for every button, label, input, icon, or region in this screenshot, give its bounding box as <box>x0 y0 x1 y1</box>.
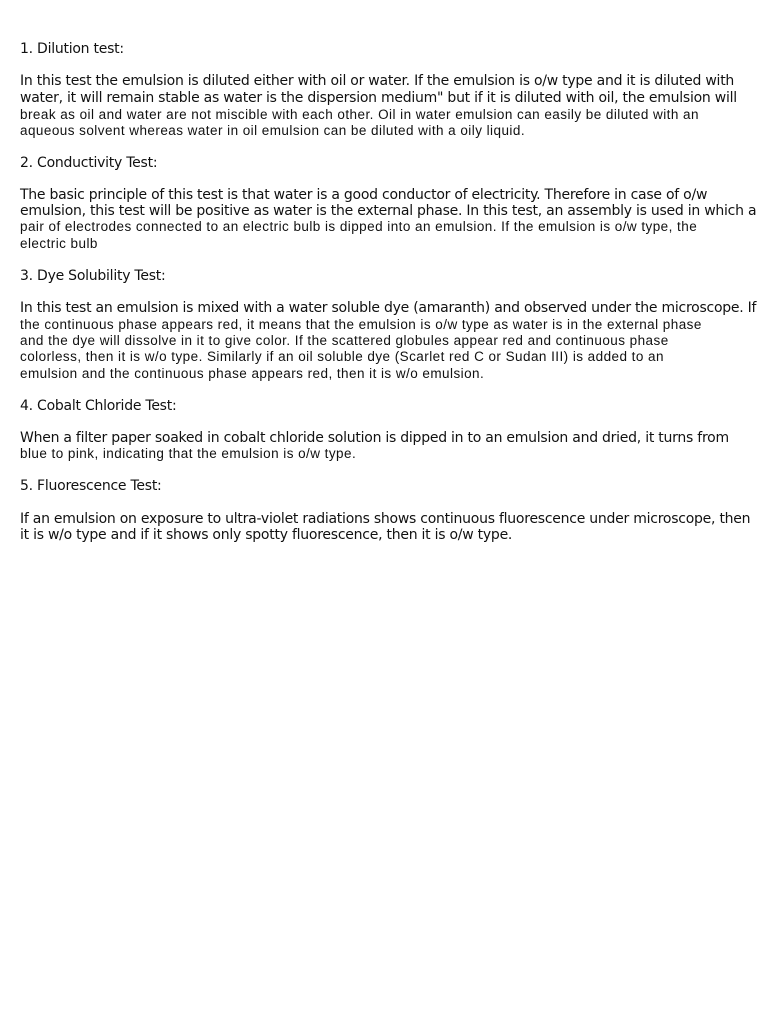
paragraph-line: In this test the emulsion is diluted either with oil or water. If the emulsion is o/w type and it is diluted with <box>20 73 735 89</box>
section-heading: 1. Dilution test: <box>20 41 124 57</box>
paragraph-line: water, it will remain stable as water is the dispersion medium" but if it is diluted with oil, the emulsion will <box>20 90 737 106</box>
paragraph-line: the continuous phase appears red, it means that the emulsion is o/w type as water is in the external phase <box>20 317 702 332</box>
section-heading: 3. Dye Solubility Test: <box>20 268 166 284</box>
paragraph-line: and the dye will dissolve in it to give color. If the scattered globules appear red and continuous phase <box>20 333 669 348</box>
paragraph-line: When a filter paper soaked in cobalt chloride solution is dipped in to an emulsion and dried, it turns from <box>20 430 729 446</box>
paragraph-line: colorless, then it is w/o type. Similarly if an oil soluble dye (Scarlet red C or Sudan III) is added to an <box>20 349 664 364</box>
paragraph-line: In this test an emulsion is mixed with a water soluble dye (amaranth) and observed under the microscope. If <box>20 300 757 316</box>
paragraph-line: pair of electrodes connected to an electric bulb is dipped into an emulsion. If the emulsion is o/w type, the <box>20 219 698 234</box>
section-heading: 2. Conductivity Test: <box>20 155 158 171</box>
paragraph-line: blue to pink, indicating that the emulsion is o/w type. <box>20 446 357 461</box>
paragraph-line: it is w/o type and if it shows only spotty fluorescence, then it is o/w type. <box>20 527 513 543</box>
section-heading: 5. Fluorescence Test: <box>20 478 162 494</box>
paragraph-line: emulsion and the continuous phase appears red, then it is w/o emulsion. <box>20 366 485 381</box>
paragraph-line: break as oil and water are not miscible with each other. Oil in water emulsion can easily be diluted with an <box>20 107 699 122</box>
paragraph-line: electric bulb <box>20 236 98 251</box>
paragraph-line: The basic principle of this test is that water is a good conductor of electricity. Therefore in case of o/w <box>20 187 708 203</box>
section-heading: 4. Cobalt Chloride Test: <box>20 398 177 414</box>
paragraph-line: aqueous solvent whereas water in oil emulsion can be diluted with a oily liquid. <box>20 123 526 138</box>
paragraph-line: emulsion, this test will be positive as water is the external phase. In this test, an assembly is used in which a <box>20 203 757 219</box>
paragraph-line: If an emulsion on exposure to ultra-violet radiations shows continuous fluorescence under microscope, then <box>20 511 751 527</box>
